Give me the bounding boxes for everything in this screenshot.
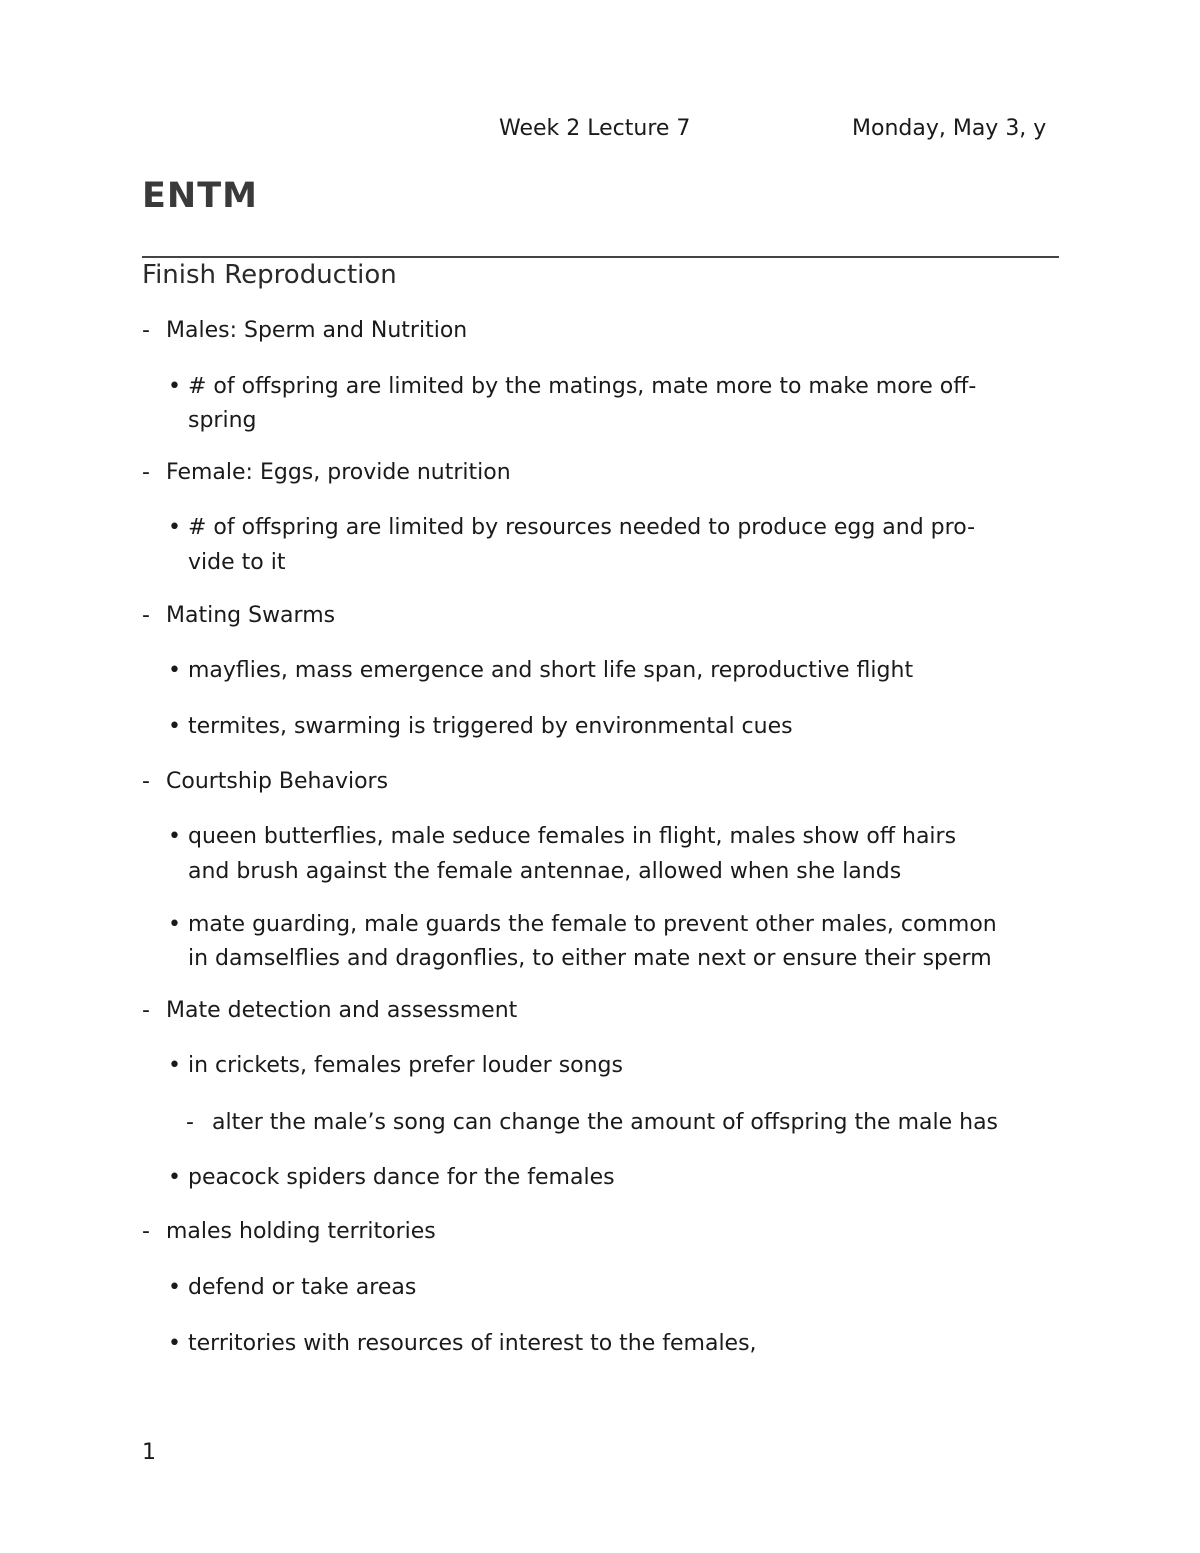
list-item-text: alter the male’s song can change the amount of offspring the male has <box>212 1110 999 1135</box>
list-item-text: in damselflies and dragonflies, to either mate next or ensure their sperm <box>188 946 992 971</box>
bullet-marker: • <box>168 374 181 399</box>
dash-marker: - <box>142 460 150 485</box>
list-item-text: defend or take areas <box>188 1275 417 1300</box>
bullet-marker: • <box>168 1053 181 1078</box>
list-item-detection: Mate detection and assessment <box>166 998 518 1023</box>
list-item-text: mate guarding, male guards the female to prevent other males, common <box>188 912 997 937</box>
list-item-text: mayflies, mass emergence and short life span, reproductive flight <box>188 658 914 683</box>
dash-marker: - <box>142 769 150 794</box>
section-title: Finish Reproduction <box>142 260 397 290</box>
bullet-marker: • <box>168 714 181 739</box>
list-item-text: vide to it <box>188 550 286 575</box>
list-item-text: # of offspring are limited by resources needed to produce egg and pro- <box>188 515 976 540</box>
list-item-text: queen butterflies, male seduce females in flight, males show off hairs <box>188 824 957 849</box>
bullet-marker: • <box>168 824 181 849</box>
list-item-text: # of offspring are limited by the matings, mate more to make more off- <box>188 374 977 399</box>
dash-marker: - <box>142 603 150 628</box>
list-item-courtship: Courtship Behaviors <box>166 769 389 794</box>
title-divider <box>142 256 1059 258</box>
list-item-territories: males holding territories <box>166 1219 436 1244</box>
bullet-marker: • <box>168 1165 181 1190</box>
list-item-males: Males: Sperm and Nutrition <box>166 318 468 343</box>
list-item-text: spring <box>188 408 257 433</box>
list-item-text: in crickets, females prefer louder songs <box>188 1053 623 1078</box>
bullet-marker: • <box>168 515 181 540</box>
list-item-text: and brush against the female antennae, allowed when she lands <box>188 859 902 884</box>
dash-marker: - <box>186 1110 194 1135</box>
list-item-text: territories with resources of interest to the females, <box>188 1331 757 1356</box>
bullet-marker: • <box>168 1275 181 1300</box>
list-item-text: termites, swarming is triggered by environmental cues <box>188 714 793 739</box>
list-item-text: peacock spiders dance for the females <box>188 1165 615 1190</box>
page-title: ENTM <box>142 176 258 216</box>
bullet-marker: • <box>168 658 181 683</box>
header-lecture: Week 2 Lecture 7 <box>499 116 691 141</box>
bullet-marker: • <box>168 912 181 937</box>
dash-marker: - <box>142 998 150 1023</box>
list-item-swarms: Mating Swarms <box>166 603 336 628</box>
dash-marker: - <box>142 1219 150 1244</box>
bullet-marker: • <box>168 1331 181 1356</box>
list-item-female: Female: Eggs, provide nutrition <box>166 460 511 485</box>
header-date: Monday, May 3, y <box>852 116 1047 141</box>
dash-marker: - <box>142 318 150 343</box>
page-number: 1 <box>142 1440 156 1465</box>
